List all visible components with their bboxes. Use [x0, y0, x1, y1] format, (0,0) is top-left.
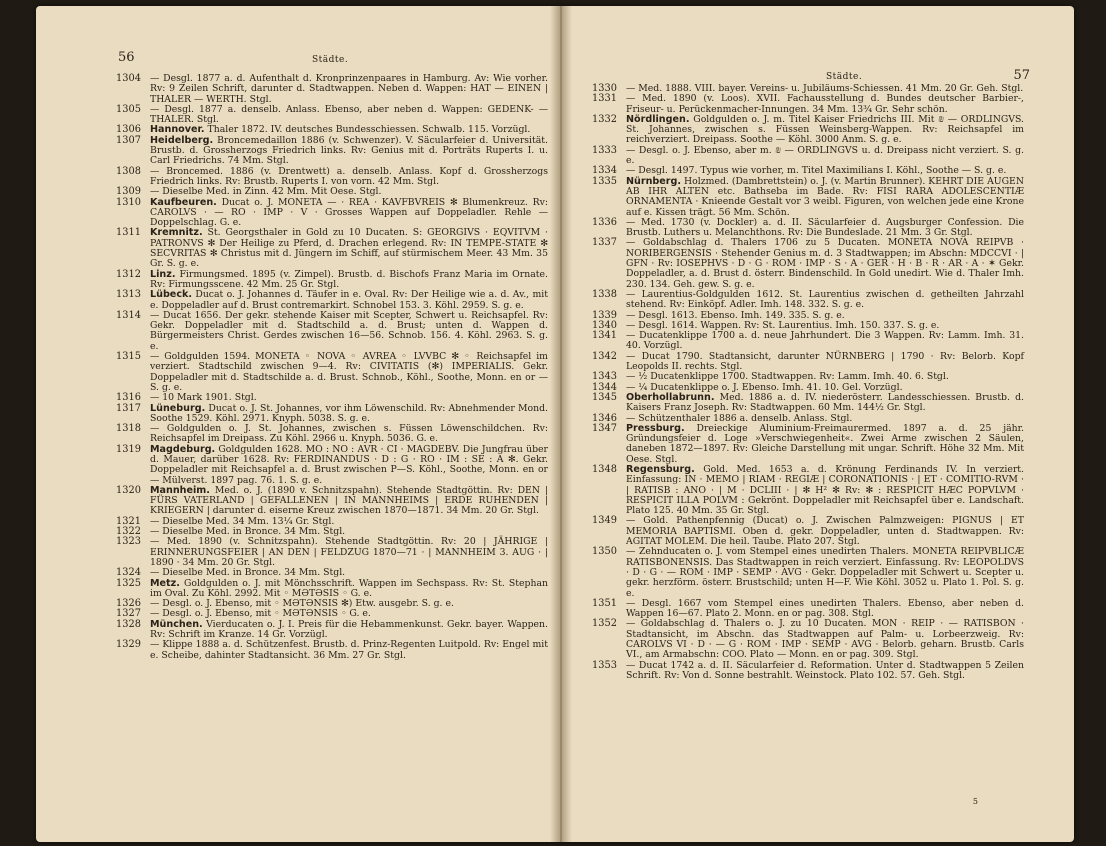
- entry-number: 1352: [592, 618, 617, 630]
- entry-description: Firmungsmed. 1895 (v. Zimpel). Brustb. d. Bischofs Franz Maria im Ornate. Rv: Firmungsscene. 42 Mm. 25 Gr. Stgl.: [150, 268, 548, 290]
- catalog-entry: [592, 94, 1024, 115]
- catalog-entry: [116, 424, 548, 445]
- entry-description: Goldgulden o. J. m. Titel Kaiser Friedrichs III. Mit ₪ — ORDLINGVS. St. Johannes, zwischen s. Füssen Weinsberg-Wappen. Rv: Reichsapfel im reichverziert. Dreipass. Soothe — Köhl. 3000 Anm. S. g. e.: [626, 113, 1024, 146]
- entry-description: — Desgl. 1877 a. d. Aufenthalt d. Kronprinzenpaares in Hamburg. Av: Wie vorher. Rv: 9 Zeilen Schrift, darunter d. Stadtwappen. Neben d. Wappen: HAT — EINEN | THALER — WERTH. Stgl.: [150, 73, 548, 105]
- entry-number: 1316: [116, 392, 141, 404]
- entry-number: 1351: [592, 597, 617, 609]
- entry-description: — Desgl. 1614. Wappen. Rv: St. Laurentius. Imh. 150. 337. S. g. e.: [626, 319, 940, 331]
- catalog-entry: [592, 115, 1024, 146]
- entry-number: 1332: [592, 113, 617, 125]
- entry-description: Vierducaten o. J. I. Preis für die Hebammenkunst. Gekr. bayer. Wappen. Rv: Schrift im Kranze. 14 Gr. Vorzügl.: [150, 618, 548, 641]
- entry-number: 1346: [592, 412, 617, 424]
- entry-number: 1331: [592, 93, 617, 105]
- entry-description: — 10 Mark 1901. Stgl.: [150, 392, 257, 404]
- catalog-entry: [116, 486, 548, 517]
- page-number: 57: [1013, 68, 1030, 83]
- catalog-entries: [116, 74, 548, 661]
- entry-description: — Ducat 1656. Der gekr. stehende Kaiser mit Scepter, Schwert u. Reichsapfel. Rv: Gekr. Doppeladler mit d. Stadtschild a. d. Brust; unten d. Wappen d. Bürgermeisters Christ. Gerdes zwischen 16—56. Schnob. 156. 4. Köhl. 2963. S. g. e.: [150, 309, 548, 352]
- entry-number: 1348: [592, 463, 617, 475]
- entry-description: — Zehnducaten o. J. vom Stempel eines unedirten Thalers. MONETA REIPVBLICÆ RATISBONENSIS. Das Stadtwappen in reich verziert. Einfassung. Rv: LEOPOLDVS · D · G · — ROM · IMP · SEMP · AVG · Gekr. Doppeladler mit Schwert u. Scepter u. gekr. herzförm. österr. Brustschild; unten H—F. Wie Köhl. 3052 u. Plato 1. Pol. S. g. e.: [626, 546, 1024, 599]
- entry-number: 1317: [116, 402, 141, 414]
- catalog-entry: [592, 238, 1024, 289]
- entry-number: 1353: [592, 659, 617, 671]
- entry-number: 1328: [116, 618, 141, 630]
- entry-description: — Med. 1888. VIII. bayer. Vereins- u. Jubiläums-Schiessen. 41 Mm. 20 Gr. Geh. Stgl.: [626, 83, 1024, 94]
- entry-city: Mannheim.: [150, 484, 210, 496]
- entry-description: — Klippe 1888 a. d. Schützenfest. Brustb. d. Prinz-Regenten Luitpold. Rv: Engel mit e. Scheibe, dahinter Stadtansicht. 36 Mm. 27 Gr. Stgl.: [150, 639, 548, 661]
- entry-description: — Ducatenklippe 1700 a. d. neue Jahrhundert. Die 3 Wappen. Rv: Lamm. Imh. 31. 40. Vorzügl.: [626, 330, 1024, 352]
- entry-city: Oberhollabrunn.: [626, 391, 715, 403]
- catalog-entry: [592, 465, 1024, 516]
- entry-number: 1319: [116, 443, 141, 455]
- catalog-entry: [592, 218, 1024, 239]
- entry-number: 1325: [116, 577, 141, 589]
- entry-city: Lüneburg.: [150, 402, 206, 414]
- catalog-entry: [116, 579, 548, 600]
- entry-number: 1341: [592, 330, 617, 342]
- catalog-entry: [592, 331, 1024, 352]
- catalog-entry: [116, 167, 548, 188]
- catalog-entry: [592, 177, 1024, 218]
- entry-description: — Desgl. o. J. Ebenso, aber m. ₪ — ORDLINGVS u. d. Dreipass nicht verziert. S. g. e.: [626, 144, 1024, 167]
- catalog-entry: [116, 404, 548, 425]
- entry-description: — Dieselbe Med. 34 Mm. 13¼ Gr. Stgl.: [150, 515, 335, 527]
- entry-number: 1307: [116, 134, 141, 146]
- catalog-entry: [116, 136, 548, 167]
- catalog-entry: [116, 105, 548, 126]
- entry-number: 1311: [116, 227, 141, 239]
- entry-city: Magdeburg.: [150, 443, 216, 455]
- running-head: Städte.: [826, 72, 863, 82]
- entry-number: 1323: [116, 536, 141, 548]
- entry-description: — Broncemed. 1886 (v. Drentwett) a. denselb. Anlass. Kopf d. Grossherzogs Friedrich links. Rv: Brustb. Ruperts I. von vorn. 42 Mm. Stgl.: [150, 165, 548, 187]
- catalog-entry: [116, 311, 548, 352]
- entry-number: 1310: [116, 196, 141, 208]
- entry-number: 1329: [116, 639, 141, 651]
- entry-number: 1347: [592, 422, 617, 434]
- entry-description: — Desgl. 1877 a. denselb. Anlass. Ebenso, aber neben d. Wappen: GEDENK- — THALER. Stgl.: [150, 103, 548, 126]
- entry-city: Linz.: [150, 268, 176, 280]
- catalog-entry: [116, 640, 548, 661]
- entry-number: 1336: [592, 216, 617, 228]
- entry-number: 1338: [592, 288, 617, 300]
- entry-city: München.: [150, 618, 203, 630]
- catalog-entries: [592, 84, 1024, 681]
- catalog-entry: [592, 661, 1024, 682]
- catalog-entry: [116, 198, 548, 229]
- entry-number: 1322: [116, 526, 141, 538]
- entry-description: Dreieckige Aluminium-Freimaurermed. 1897 a. d. 25 jähr. Gründungsfeier d. Loge »Verschwiegenheit«. Zwei Arme zwischen 2 Säulen, daneben 1872—1897. Rv: Gleiche Darstellung mit ungar. Schrift. Höhe 32 Mm. Mit Oese. Stgl.: [626, 422, 1024, 465]
- entry-number: 1320: [116, 484, 141, 496]
- entry-number: 1342: [592, 350, 617, 362]
- entry-number: 1305: [116, 103, 141, 115]
- entry-description: Goldgulden 1628. MO : NO : AVR · CI · MAGDEBV. Die Jungfrau über d. Mauer, darüber 1628. Rv: FERDINANDUS · D : G · RO · IM : SE : A ✻. Gekr. Doppeladler mit Reichsapfel a. d. Brust zwischen P—S. Köhl., Soothe, Monn. en or — Mülverst. 1897 pag. 76. 1. S. g. e.: [150, 443, 548, 486]
- catalog-entry: [592, 424, 1024, 465]
- signature-mark: 5: [972, 797, 978, 806]
- entry-city: Metz.: [150, 577, 180, 589]
- catalog-entry: [116, 445, 548, 486]
- entry-city: Hannover.: [150, 124, 205, 136]
- entry-description: Gold. Med. 1653 a. d. Krönung Ferdinands IV. In verziert. Einfassung: IN · MEMO | RIAM · REGIÆ | CORONATIONIS · | ET · COMITIO-RVM · | RATISB : ANO · | M · DCLIII · | ✻ H² ✻ Rv: ✻ : RESPICIT HÆC POPVLVM · RESPICIT ILLA POLVM : Gekrönt. Doppeladler mit Reichsapfel über e. Landschaft. Plato 125. 40 Mm. 35 Gr. Stgl.: [626, 463, 1024, 517]
- catalog-entry: [592, 547, 1024, 598]
- catalog-entry: [592, 599, 1024, 620]
- catalog-entry: [116, 352, 548, 393]
- entry-city: Heidelberg.: [150, 134, 214, 146]
- catalog-entry: [116, 74, 548, 105]
- entry-description: — Dieselbe Med. in Bronce. 34 Mm. Stgl.: [150, 567, 346, 579]
- catalog-entry: [116, 228, 548, 269]
- entry-description: — Med. 1890 (v. Schnitzspahn). Stehende Stadtgöttin. Rv: 20 | JÄHRIGE | ERINNERUNGSFEIER | AN DEN | FELDZUG 1870—71 · | MANNHEIM 3. AUG · | 1890 · 34 Mm. 20 Gr. Stgl.: [150, 536, 548, 568]
- entry-description: — Desgl. o. J. Ebenso, mit ◦ MƏTƏNSIS ◦ G. e.: [150, 608, 371, 620]
- entry-city: Kremnitz.: [150, 227, 203, 239]
- entry-description: — ¼ Ducatenklippe o. J. Ebenso. Imh. 41. 10. Gel. Vorzügl.: [626, 381, 903, 393]
- entry-description: Thaler 1872. IV. deutsches Bundesschiessen. Schwalb. 115. Vorzügl.: [207, 124, 531, 136]
- entry-description: Med. 1886 a. d. IV. niederösterr. Landesschiessen. Brustb. d. Kaisers Franz Joseph. Rv: Stadtwappen. 60 Mm. 144½ Gr. Stgl.: [626, 391, 1024, 414]
- entry-description: — Ducat 1790. Stadtansicht, darunter NÜRNBERG | 1790 · Rv: Belorb. Kopf Leopolds II. rechts. Stgl.: [626, 350, 1024, 373]
- entry-description: Holzmed. (Dambrettstein) o. J. (v. Martin Brunner). KEHRT DIE AUGEN AB IHR ALTEN etc. Bathseba im Bade. Rv: FISI RARA ADOLESCENTIÆ ORNAMENTA · Knieende Gestalt vor 3 weibl. Figuren, von welchen jede eine Krone auf e. Kissen trägt. 56 Mm. Schön.: [626, 175, 1024, 218]
- entry-description: — Med. 1890 (v. Loos). XVII. Fachausstellung d. Bundes deutscher Barbier-, Friseur- u. Perückenmacher-Innungen. 34 Mm. 13¾ Gr. Sehr schön.: [626, 93, 1024, 115]
- entry-description: Med. o. J. (1890 v. Schnitzspahn). Stehende Stadtgöttin. Rv: DEN | FÜRS VATERLAND | GEFALLENEN | IN MANNHEIMS | ERDE RUHENDEN | KRIEGERN | darunter d. eiserne Kreuz zwischen 1870—1871. 34 Mm. 20 Gr. Stgl.: [150, 484, 548, 517]
- entry-description: — Dieselbe Med. in Bronce. 34 Mm. Stgl.: [150, 526, 346, 538]
- catalog-entry: [592, 290, 1024, 311]
- entry-number: 1327: [116, 608, 141, 620]
- entry-number: 1306: [116, 124, 141, 136]
- entry-number: 1337: [592, 237, 617, 249]
- entry-number: 1304: [116, 73, 141, 84]
- entry-city: Pressburg.: [626, 422, 685, 434]
- entry-number: 1345: [592, 391, 617, 403]
- entry-description: — Gold. Pathenpfennig (Ducat) o. J. Zwischen Palmzweigen: PIGNUS | ET MEMORIA BAPTISMI. Oben d. gekr. Doppeladler, unten d. Stadtwappen. Rv: AGITAT MOLEM. Die heil. Taube. Plato 207. Stgl.: [626, 515, 1024, 548]
- catalog-entry: [116, 290, 548, 311]
- entry-description: — Ducat 1742 a. d. II. Säcularfeier d. Reformation. Unter d. Stadtwappen 5 Zeilen Schrift. Rv: Von d. Sonne bestrahlt. Weinstock. Plato 102. 57. Geh. Stgl.: [626, 659, 1024, 681]
- entry-number: 1315: [116, 351, 141, 363]
- entry-number: 1334: [592, 165, 617, 177]
- entry-description: Goldgulden o. J. mit Mönchsschrift. Wappen im Sechspass. Rv: St. Stephan im Oval. Zu Köhl. 2992. Mit ◦ MƏTƏSIS ◦ G. e.: [150, 577, 548, 599]
- entry-description: — Med. 1730 (v. Dockler) a. d. II. Säcularfeier d. Augsburger Confession. Die Brustb. Luthers u. Melanchthons. Rv: Die Bundeslade. 21 Mm. 3 Gr. Stgl.: [626, 216, 1024, 239]
- entry-number: 1313: [116, 289, 141, 301]
- catalog-entry: [116, 620, 548, 641]
- left-page: [36, 6, 556, 842]
- entry-description: — Desgl. 1613. Ebenso. Imh. 149. 335. S. g. e.: [626, 309, 845, 321]
- entry-number: 1344: [592, 381, 617, 393]
- entry-number: 1312: [116, 268, 141, 280]
- entry-description: — Desgl. o. J. Ebenso, mit ◦ MƏTƏNSIS ✻) Etw. ausgebr. S. g. e.: [150, 598, 454, 610]
- entry-number: 1340: [592, 319, 617, 331]
- running-head: Städte.: [312, 55, 349, 65]
- entry-number: 1330: [592, 83, 617, 94]
- entry-description: Ducat o. J. St. Johannes, vor ihm Löwenschild. Rv: Abnehmender Mond. Soothe 1529. Köhl. 2971. Knyph. 5038. S. g. e.: [150, 402, 548, 424]
- right-page: [566, 6, 1074, 842]
- entry-city: Lübeck.: [150, 289, 193, 301]
- catalog-entry: [592, 619, 1024, 660]
- entry-city: Nürnberg.: [626, 175, 682, 187]
- entry-number: 1318: [116, 423, 141, 435]
- entry-description: Broncemedaillon 1886 (v. Schwenzer). V. Säcularfeier d. Universität. Brustb. d. Grossherzogs Friedrich links. Rv: Genius mit d. Porträts Ruperts I. u. Carl Friedrichs. 74 Mm. Stgl.: [150, 134, 548, 167]
- entry-city: Kaufbeuren.: [150, 196, 217, 208]
- entry-description: — Desgl. 1497. Typus wie vorher, m. Titel Maximilians I. Köhl., Soothe — S. g. e.: [626, 165, 1007, 177]
- entry-number: 1324: [116, 567, 141, 579]
- entry-description: — Laurentius-Goldgulden 1612. St. Laurentius zwischen d. getheilten Jahrzahl stehend. Rv: Einköpf. Adler. Imh. 148. 332. S. g. e.: [626, 288, 1024, 311]
- catalog-entry: [592, 146, 1024, 167]
- entry-description: — Goldabschlag d. Thalers 1706 zu 5 Ducaten. MONETA NOVA REIPVB · NORIBERGENSIS · Stehender Genius m. d. 3 Stadtwappen; im Abschn: MDCCVI · | GFN · Rv: IOSEPHVS · D · G · ROM · IMP · S · A · GER · H · B · R · AR · A · ✶ Gekr. Doppeladler, a. d. Brust d. österr. Bindenschild. In Gold unedirt. Wie d. Thaler Imh. 230. 134. Geh. gew. S. g. e.: [626, 237, 1024, 290]
- entry-number: 1339: [592, 309, 617, 321]
- entry-description: — ½ Ducatenklippe 1700. Stadtwappen. Rv: Lamm. Imh. 40. 6. Stgl.: [626, 371, 949, 383]
- entry-number: 1314: [116, 309, 141, 321]
- entry-number: 1335: [592, 175, 617, 187]
- entry-number: 1309: [116, 186, 141, 198]
- catalog-entry: [592, 393, 1024, 414]
- entry-description: — Dieselbe Med. in Zinn. 42 Mm. Mit Oese. Stgl.: [150, 186, 382, 198]
- entry-number: 1333: [592, 144, 617, 156]
- catalog-entry: [116, 537, 548, 568]
- entry-description: — Goldabschlag d. Thalers o. J. zu 10 Ducaten. MON · REIP · — RATISBON · Stadtansicht, im Abschn. das Stadtwappen auf Palm- u. Lorbeerzweig. Rv: CAROLVS VI · D · — G · ROM · IMP · SEMP · AVG · Belorb. geharn. Brustb. Carls VI., am Armabschn: COO. Plato — Monn. en or pag. 309. Stgl.: [626, 618, 1024, 661]
- entry-description: St. Georgsthaler in Gold zu 10 Ducaten. S: GEORGIVS · EQVITVM · PATRONVS ✻ Der Heilige zu Pferd, d. Drachen erlegend. Rv: IN TEMPE-STATE ✻ SECVRITAS ✻ Christus mit d. Jüngern im Schiff, auf stürmischem Meer. 43 Mm. 35 Gr. S. g. e.: [150, 227, 548, 270]
- catalog-entry: [116, 270, 548, 291]
- book-spread: [36, 6, 1074, 842]
- entry-description: — Goldgulden o. J. St. Johannes, zwischen s. Füssen Löwenschildchen. Rv: Reichsapfel im Dreipass. Zu Köhl. 2966 u. Knyph. 5036. G. e.: [150, 423, 548, 445]
- entry-city: Regensburg.: [626, 463, 695, 475]
- entry-number: 1308: [116, 165, 141, 177]
- entry-number: 1326: [116, 598, 141, 610]
- page-number: 56: [118, 50, 135, 65]
- catalog-entry: [592, 516, 1024, 547]
- entry-number: 1350: [592, 546, 617, 558]
- entry-description: Ducat o. J. Johannes d. Täufer in e. Oval. Rv: Der Heilige wie a. d. Av., mit e. Doppeladler auf d. Brust contremarkirt. Schnobel 153. 3. Köhl. 2959. S. g. e.: [150, 289, 548, 311]
- entry-number: 1349: [592, 515, 617, 527]
- entry-description: — Desgl. 1667 vom Stempel eines unedirten Thalers. Ebenso, aber neben d. Wappen 16—67. Plato 2. Monn. en or pag. 308. Stgl.: [626, 597, 1024, 620]
- entry-description: — Goldgulden 1594. MONETA ◦ NOVA ◦ AVREA ◦ LVVBC ✻ ◦ Reichsapfel im verziert. Stadtschild zwischen 9—4. Rv: CIVITATIS (✻) IMPERIALIS. Gekr. Doppeladler mit d. Stadtschilde a. d. Brust. Schnob., Köhl., Soothe, Monn. en or — S. g. e.: [150, 351, 548, 393]
- entry-number: 1321: [116, 515, 141, 527]
- entry-city: Nördlingen.: [626, 113, 690, 125]
- entry-description: — Schützenthaler 1886 a. denselb. Anlass. Stgl.: [626, 412, 853, 424]
- entry-description: Ducat o. J. MONETA — · REA · KAVFBVREIS ✻ Blumenkreuz. Rv: CAROLVS · — RO · IMP · V · Grosses Wappen auf Doppeladler. Rehle — Doppelschlag. G. e.: [150, 196, 548, 229]
- entry-number: 1343: [592, 371, 617, 383]
- catalog-entry: [592, 352, 1024, 373]
